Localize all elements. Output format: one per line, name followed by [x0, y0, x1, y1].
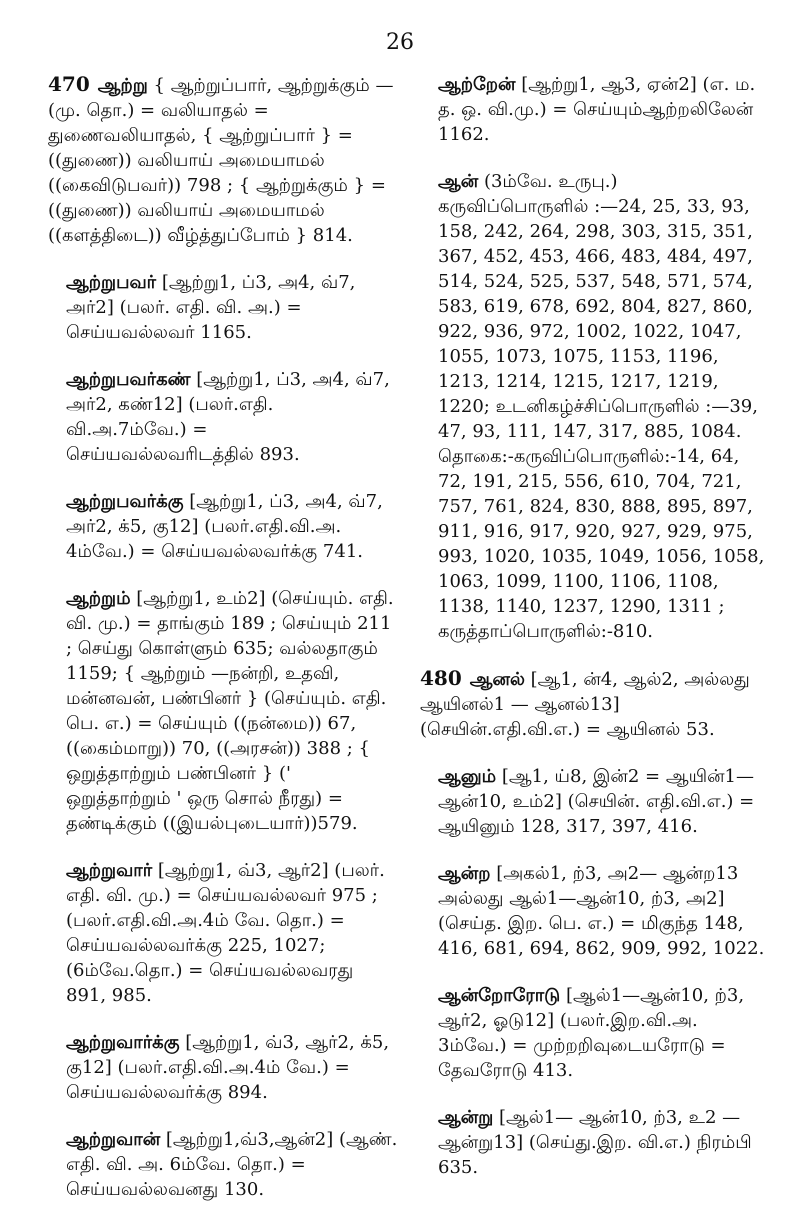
- entry: [420, 861, 770, 961]
- entry: [48, 270, 398, 345]
- headword: ஆன்ற: [438, 863, 491, 884]
- headword: ஆன்றோரோடு: [438, 985, 561, 1006]
- headword: ஆற்றுவார்: [66, 860, 153, 881]
- entry-body: [ஆ1, ய்8, இன்2 = ஆயின்1—ஆன்10, உம்2] (செயின். எதி.வி.எ.) = ஆயினும் 128, 317, 397, 416.: [438, 766, 755, 837]
- headword: ஆற்று: [97, 75, 148, 96]
- entry: [48, 1127, 398, 1202]
- headword: ஆற்றுபவர்கண்: [66, 369, 191, 390]
- entry: [48, 367, 398, 467]
- entry: [420, 666, 770, 742]
- headword: ஆனல்: [469, 669, 525, 690]
- entry-body: [ஆ1, ன்4, ஆல்2, அல்லது ஆயினல்1 — ஆனல்13] (செயின்.எதி.வி.எ.) = ஆயினல் 53.: [420, 669, 750, 740]
- headword: ஆற்றுபவர்: [66, 272, 157, 293]
- entry-body: [ஆல்1— ஆன்10, ற்3, உ2 —ஆன்று13] (செய்து.இற. வி.எ.) நிரம்பி 635.: [438, 1107, 752, 1178]
- right-column: [420, 72, 770, 1202]
- entry-body: [ஆற்று1, ஆ3, ஏன்2] (எ. ம. த. ஒ. வி.மு.) = செய்யும்ஆற்றலிலேன் 1162.: [438, 74, 756, 145]
- entry-body: [ஆற்று1, ப்3, அ4, வ்7, அர்2, கண்12] (பலர்.எதி. வி.அ.7ம்வே.) = செய்யவல்லவரிடத்தில் 893.: [66, 369, 390, 465]
- headword: ஆன்று: [438, 1107, 494, 1128]
- headword: ஆனும்: [438, 766, 497, 787]
- headword: ஆன்: [438, 171, 479, 192]
- entry-body: [ஆற்று1, ப்3, அ4, வ்7, அர்2] (பலர். எதி. வி. அ.) = செய்யவல்லவர் 1165.: [66, 272, 356, 343]
- entry: [420, 72, 770, 147]
- entry-body: [அகல்1, ற்3, அ2— ஆன்ற13 அல்லது ஆல்1—ஆன்10, ற்3, அ2] (செய்த. இற. பெ. எ.) = மிகுந்த 148, 416, 681, 694, 862, 909, 992, 1022.: [438, 863, 765, 959]
- entry: [420, 764, 770, 839]
- entry: [48, 586, 398, 836]
- headword: ஆற்றுபவர்க்கு: [66, 491, 184, 512]
- entry-body: [ஆற்று1, வ்3, ஆர்2, க்5, கு12] (பலர்.எதி.வி.அ.4ம் வே.) = செய்யவல்லவர்க்கு 894.: [66, 1032, 390, 1103]
- entry-body: [ஆற்று1, வ்3, ஆர்2] (பலர். எதி. வி. மு.) = செய்யவல்லவர் 975 ; (பலர்.எதி.வி.அ.4ம் வே. தொ.) = செய்யவல்லவர்க்கு 225, 1027; (6ம்வே.தொ.) = செய்யவல்லவரது 891, 985.: [66, 860, 385, 1006]
- headword: ஆற்றேன்: [438, 74, 516, 95]
- entry: [48, 858, 398, 1008]
- entry-number: 480: [420, 666, 462, 690]
- headword: ஆற்றுவார்க்கு: [66, 1032, 180, 1053]
- left-column: [48, 72, 398, 1224]
- headword: ஆற்றும்: [66, 588, 131, 609]
- entry: [420, 983, 770, 1083]
- entry-body: (3ம்வே. உருபு.) கருவிப்பொருளில் :—24, 25, 33, 93, 158, 242, 264, 298, 303, 315, 351, 367, 452, 453, 466, 483, 484, 497, 514, 524, 525, 537, 548, 571, 574, 583, 619, 678, 692, 804, 827, 860, 922, 936, 972, 1002, 1022, 1047, 1055, 1073, 1075, 1153, 1196, 1213, 1214, 1215, 1217, 1219, 1220; உடனிகழ்ச்சிப்பொருளில் :—39, 47, 93, 111, 147, 317, 885, 1084. தொகை:-கருவிப்பொருளில்:-14, 64, 72, 191, 215, 556, 610, 704, 721, 757, 761, 824, 830, 888, 895, 897, 911, 916, 917, 920, 927, 929, 975, 993, 1020, 1035, 1049, 1056, 1058, 1063, 1099, 1100, 1106, 1108, 1138, 1140, 1237, 1290, 1311 ; கருத்தாப்பொருளில்:-810.: [438, 171, 765, 642]
- page-number: 26: [386, 30, 414, 55]
- entry-body: { ஆற்றுப்பார், ஆற்றுக்கும் — (மு. தொ.) = வலியாதல் = துணைவலியாதல், { ஆற்றுப்பார் } = ((துணை)) வலியாய் அமையாமல் ((கைவிடுபவர்)) 798 ; { ஆற்றுக்கும் } = ((துணை)) வலியாய் அமையாமல் ((களத்திடை)) வீழ்த்துப்போம் } 814.: [48, 75, 394, 246]
- entry-number: 470: [48, 72, 90, 96]
- entry-body: [ஆற்று1, ப்3, அ4, வ்7, அர்2, க்5, கு12] (பலர்.எதி.வி.அ. 4ம்வே.) = செய்யவல்லவர்க்கு 741.: [66, 491, 383, 562]
- entry: [48, 72, 398, 248]
- entry: [420, 1105, 770, 1180]
- entry-body: [ஆற்று1, உம்2] (செய்யும். எதி. வி. மு.) = தாங்கும் 189 ; செய்யும் 211 ; செய்து கொள்ளும் 635; வல்லதாகும் 1159; { ஆற்றும் —நன்றி, உதவி, மன்னவன், பண்பினர் } (செய்யும். எதி. பெ. எ.) = செய்யும் ((நன்மை)) 67, ((கைம்மாறு)) 70, ((அரசன்)) 388 ; { ஒறுத்தாற்றும் பண்பினர் } (' ஒறுத்தாற்றும் ' ஒரு சொல் நீரது) = தண்டிக்கும் ((இயல்புடையார்))579.: [66, 588, 394, 834]
- entry: [48, 489, 398, 564]
- entry: [48, 1030, 398, 1105]
- entry-body: [ஆல்1—ஆன்10, ற்3, ஆர்2, ஓடு12] (பலர்.இற.வி.அ. 3ம்வே.) = முற்றறிவுடையரோடு = தேவரோடு 413.: [438, 985, 745, 1081]
- headword: ஆற்றுவான்: [66, 1129, 161, 1150]
- entry-body: [ஆற்று1,வ்3,ஆன்2] (ஆண். எதி. வி. அ. 6ம்வே. தொ.) = செய்யவல்லவனது 130.: [66, 1129, 398, 1200]
- entry: [420, 169, 770, 644]
